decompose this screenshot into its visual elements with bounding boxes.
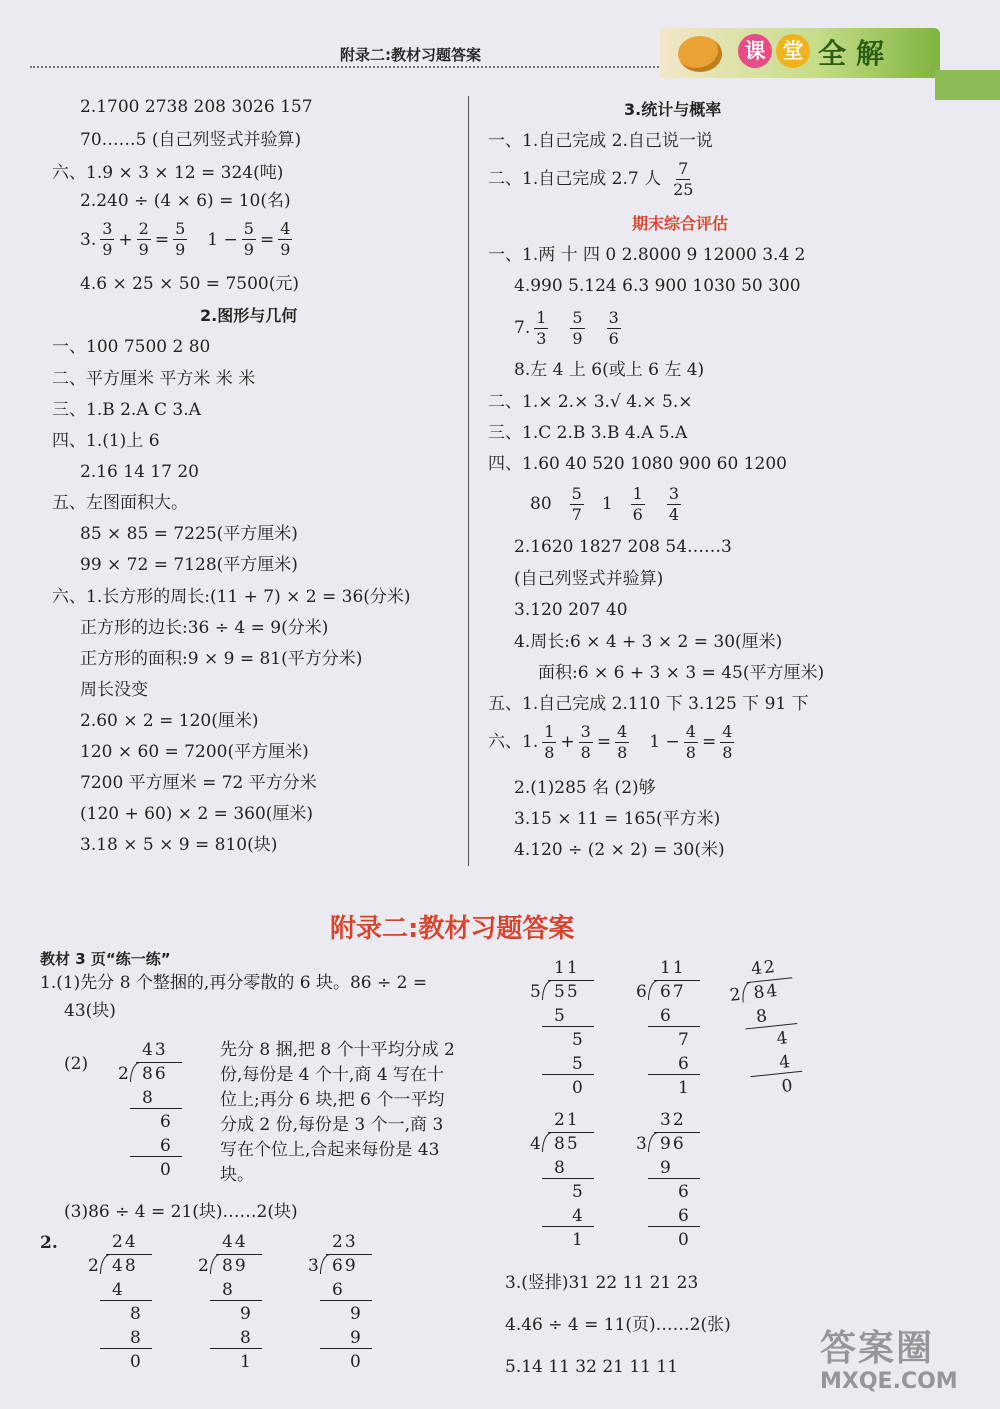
remainder: 1 (678, 1078, 691, 1098)
divisor: 4 (530, 1134, 543, 1154)
product: 8 (222, 1280, 235, 1300)
dividend: 69 (332, 1256, 358, 1276)
answer-line: (3)86 ÷ 4 = 21(块)……2(块) (64, 1202, 298, 1222)
answer-line: 四、1.60 40 520 1080 900 60 1200 (488, 454, 787, 474)
remainder: 0 (130, 1352, 143, 1372)
answer-line: 正方形的面积:9 × 9 = 81(平方分米) (80, 649, 363, 669)
divisor: 6 (636, 982, 649, 1002)
answer-line: 五、左图面积大。 (52, 493, 188, 513)
answer-line: 5.14 11 32 21 11 11 (505, 1357, 679, 1377)
product: 8 (755, 1005, 771, 1028)
dividend: 86 (142, 1064, 168, 1084)
subtract-bar (320, 1300, 372, 1301)
quotient: 11 (554, 958, 580, 978)
answer-line: 3.15 × 11 = 165(平方米) (514, 809, 721, 829)
dividend: 89 (222, 1256, 248, 1276)
remainder: 1 (572, 1230, 585, 1250)
division-bracket (542, 980, 552, 1000)
answer-line: 85 × 85 = 7225(平方厘米) (80, 524, 298, 544)
remainder: 8 (130, 1304, 143, 1324)
answer-line: 2.1700 2738 208 3026 157 (80, 97, 313, 117)
column-divider (468, 96, 469, 866)
remainder: 5 (572, 1182, 585, 1202)
answer-line: 面积:6 × 6 + 3 × 3 = 45(平方厘米) (538, 663, 825, 683)
subtract-bar (648, 1226, 700, 1227)
division-bar (654, 1132, 700, 1133)
answer-line: 120 × 60 = 7200(平方厘米) (80, 742, 309, 762)
division-bar (548, 980, 594, 981)
subtract-bar (648, 1026, 700, 1027)
fraction-answer: 二、1.自己完成 2.7 人 $\frac{7}{25}$ (488, 158, 694, 199)
answer-line: 7200 平方厘米 = 72 平方分米 (80, 773, 317, 793)
remainder: 0 (780, 1075, 796, 1097)
answer-line: (120 + 60) × 2 = 360(厘米) (80, 804, 314, 824)
product: 6 (678, 1054, 691, 1074)
long-division (530, 958, 600, 1108)
subtract-bar (100, 1300, 152, 1301)
answer-line: 2.240 ÷ (4 × 6) = 10(名) (80, 191, 291, 211)
divisor: 5 (530, 982, 543, 1002)
header-dotted-line (30, 66, 670, 68)
division-bracket (741, 982, 753, 1003)
section2-subtitle: 教材 3 页“练一练” (40, 950, 171, 968)
division-bracket (130, 1062, 140, 1082)
product: 8 (554, 1158, 567, 1178)
division-bracket (320, 1254, 330, 1274)
remainder: 5 (572, 1030, 585, 1050)
dividend: 85 (554, 1134, 580, 1154)
answer-line: 六、1.长方形的周长:(11 + 7) × 2 = 36(分米) (52, 587, 411, 607)
long-division (118, 1040, 188, 1190)
product: 6 (660, 1006, 673, 1026)
product: 6 (160, 1136, 173, 1156)
answer-line: 2.60 × 2 = 120(厘米) (80, 711, 259, 731)
long-division (636, 1110, 706, 1260)
divisor: 3 (308, 1256, 321, 1276)
subtract-bar (542, 1226, 594, 1227)
division-bracket (648, 980, 658, 1000)
subtract-bar (750, 1071, 802, 1077)
answer-line: (2) (64, 1054, 89, 1074)
divisor: 2 (88, 1256, 101, 1276)
division-bar (548, 1132, 594, 1133)
answer-line: 3.(竖排)31 22 11 21 23 (505, 1273, 699, 1293)
answer-line: 三、1.B 2.A C 3.A (52, 400, 201, 420)
quotient: 21 (554, 1110, 580, 1130)
subtract-bar (648, 1074, 700, 1075)
quotient: 23 (332, 1232, 358, 1252)
division-bar (654, 980, 700, 981)
product: 4 (778, 1051, 794, 1074)
dividend: 67 (660, 982, 686, 1002)
fraction-answer: 六、1. $\frac{1}{8}$ + $\frac{3}{8}$ = $\frac{4}{8}$ 1 − $\frac{4}{8}$ = $\frac{4}{8}$ (488, 721, 733, 762)
product: 9 (350, 1328, 363, 1348)
answer-line: 一、100 7500 2 80 (52, 337, 211, 357)
product: 9 (660, 1158, 673, 1178)
product: 6 (678, 1206, 691, 1226)
answer-line: 2.(1)285 名 (2)够 (514, 778, 656, 798)
product: 6 (332, 1280, 345, 1300)
division-bracket (542, 1132, 552, 1152)
answer-line: 4.6 × 25 × 50 = 7500(元) (80, 274, 299, 294)
product: 8 (240, 1328, 253, 1348)
subtract-bar (542, 1026, 594, 1027)
logo-char: 全 (818, 37, 847, 70)
answer-line: 1.(1)先分 8 个整捆的,再分零散的 6 块。86 ÷ 2 = (40, 973, 428, 993)
remainder: 0 (572, 1078, 585, 1098)
answer-line: 六、1.9 × 3 × 12 = 324(吨) (52, 163, 284, 183)
bear-icon (678, 36, 722, 72)
dividend: 55 (554, 982, 580, 1002)
remainder: 7 (678, 1030, 691, 1050)
fraction-answer: 7. $\frac{1}{3}$ $\frac{5}{9}$ $\frac{3}{6}$ (514, 307, 619, 348)
quotient: 42 (750, 956, 778, 980)
divisor: 3 (636, 1134, 649, 1154)
answer-line: 4.990 5.124 6.3 900 1030 50 300 (514, 276, 801, 296)
divisor: 2 (198, 1256, 211, 1276)
subtract-bar (320, 1348, 372, 1349)
answer-line: 四、1.(1)上 6 (52, 431, 160, 451)
long-division (530, 1110, 600, 1260)
answer-line: 2. (40, 1233, 58, 1253)
answer-line: 43(块) (64, 1001, 116, 1021)
logo-char: 堂 (776, 34, 810, 68)
answer-line: 70……5 (自己列竖式并验算) (80, 130, 302, 150)
section-heading: 期末综合评估 (632, 214, 729, 233)
quotient: 43 (142, 1040, 168, 1060)
answer-line: 二、平方厘米 平方米 米 米 (52, 369, 256, 389)
product: 5 (554, 1006, 567, 1026)
remainder: 1 (240, 1352, 253, 1372)
quotient: 44 (222, 1232, 248, 1252)
subtract-bar (130, 1108, 182, 1109)
answer-line: (自己列竖式并验算) (514, 569, 664, 589)
long-division (88, 1232, 158, 1382)
divisor: 2 (728, 984, 744, 1006)
explanation-text: 先分 8 捆,把 8 个十平均分成 2 份,每份是 4 个十,商 4 写在十 位上;再分 6 块,把 6 个一平均 分成 2 份,每份是 3 个一,商 3 写在个位上,合起来每份是 43 块。 (220, 1040, 455, 1185)
dividend: 48 (112, 1256, 138, 1276)
remainder: 0 (350, 1352, 363, 1372)
answer-line: 3.18 × 5 × 9 = 810(块) (80, 835, 278, 855)
subtract-bar (648, 1178, 700, 1179)
answer-line: 正方形的边长:36 ÷ 4 = 9(分米) (80, 618, 329, 638)
header-bar (0, 0, 1000, 78)
division-bracket (100, 1254, 110, 1274)
answer-line: 8.左 4 上 6(或上 6 左 4) (514, 360, 705, 380)
answer-line: 周长没变 (80, 680, 148, 700)
remainder: 4 (775, 1027, 791, 1050)
fraction-answer: 80 $\frac{5}{7}$ 1 $\frac{1}{6}$ $\frac{3}{4}$ (530, 483, 680, 524)
section-heading: 2.图形与几何 (200, 306, 298, 325)
division-bar (106, 1254, 152, 1255)
division-bar (136, 1062, 182, 1063)
subtract-bar (745, 1023, 797, 1029)
subtract-bar (130, 1156, 182, 1157)
answer-line: 3.120 207 40 (514, 600, 628, 620)
header-title: 附录二:教材习题答案 (340, 46, 481, 64)
long-division (198, 1232, 268, 1382)
quotient: 32 (660, 1110, 686, 1130)
answer-line: 99 × 72 = 7128(平方厘米) (80, 555, 298, 575)
answer-line: 4.周长:6 × 4 + 3 × 2 = 30(厘米) (514, 632, 783, 652)
answer-line: 一、1.两 十 四 0 2.8000 9 12000 3.4 2 (488, 245, 806, 265)
logo-char: 课 (738, 34, 772, 68)
answer-line: 三、1.C 2.B 3.B 4.A 5.A (488, 423, 688, 443)
long-division (726, 955, 811, 1111)
product: 5 (572, 1054, 585, 1074)
subtract-bar (210, 1300, 262, 1301)
subtract-bar (210, 1348, 262, 1349)
dividend: 84 (752, 980, 781, 1004)
answer-line: 2.16 14 17 20 (80, 462, 199, 482)
remainder: 0 (678, 1230, 691, 1250)
quotient: 11 (660, 958, 686, 978)
dividend: 96 (660, 1134, 686, 1154)
remainder: 6 (678, 1182, 691, 1202)
answer-line: 二、1.× 2.× 3.√ 4.× 5.× (488, 392, 693, 412)
answer-line: 4.120 ÷ (2 × 2) = 30(米) (514, 840, 725, 860)
answer-line: 2.1620 1827 208 54……3 (514, 537, 732, 557)
division-bar (216, 1254, 262, 1255)
logo-char: 解 (856, 37, 885, 70)
long-division (308, 1232, 378, 1382)
subtract-bar (542, 1178, 594, 1179)
product: 4 (572, 1206, 585, 1226)
division-bracket (210, 1254, 220, 1274)
division-bracket (648, 1132, 658, 1152)
product: 8 (142, 1088, 155, 1108)
answer-line: 一、1.自己完成 2.自己说一说 (488, 131, 713, 151)
answer-line: 4.46 ÷ 4 = 11(页)……2(张) (505, 1315, 731, 1335)
answer-line: 五、1.自己完成 2.110 下 3.125 下 91 下 (488, 694, 809, 714)
product: 8 (130, 1328, 143, 1348)
header-green-strip (935, 70, 1000, 100)
long-division (636, 958, 706, 1108)
quotient: 24 (112, 1232, 138, 1252)
product: 4 (112, 1280, 125, 1300)
subtract-bar (100, 1348, 152, 1349)
header-logo (660, 28, 940, 78)
remainder: 9 (350, 1304, 363, 1324)
division-bar (326, 1254, 372, 1255)
remainder: 0 (160, 1160, 173, 1180)
watermark: 答案圈 MXQE.COM (820, 1328, 958, 1394)
section-heading: 3.统计与概率 (624, 100, 722, 119)
remainder: 9 (240, 1304, 253, 1324)
subtract-bar (542, 1074, 594, 1075)
remainder: 6 (160, 1112, 173, 1132)
divisor: 2 (118, 1064, 131, 1084)
section2-title: 附录二:教材习题答案 (330, 914, 575, 944)
fraction-answer: 3. $\frac{3}{9}$ + $\frac{2}{9}$ = $\frac{5}{9}$ 1 − $\frac{5}{9}$ = $\frac{4}{9}$ (80, 219, 291, 259)
